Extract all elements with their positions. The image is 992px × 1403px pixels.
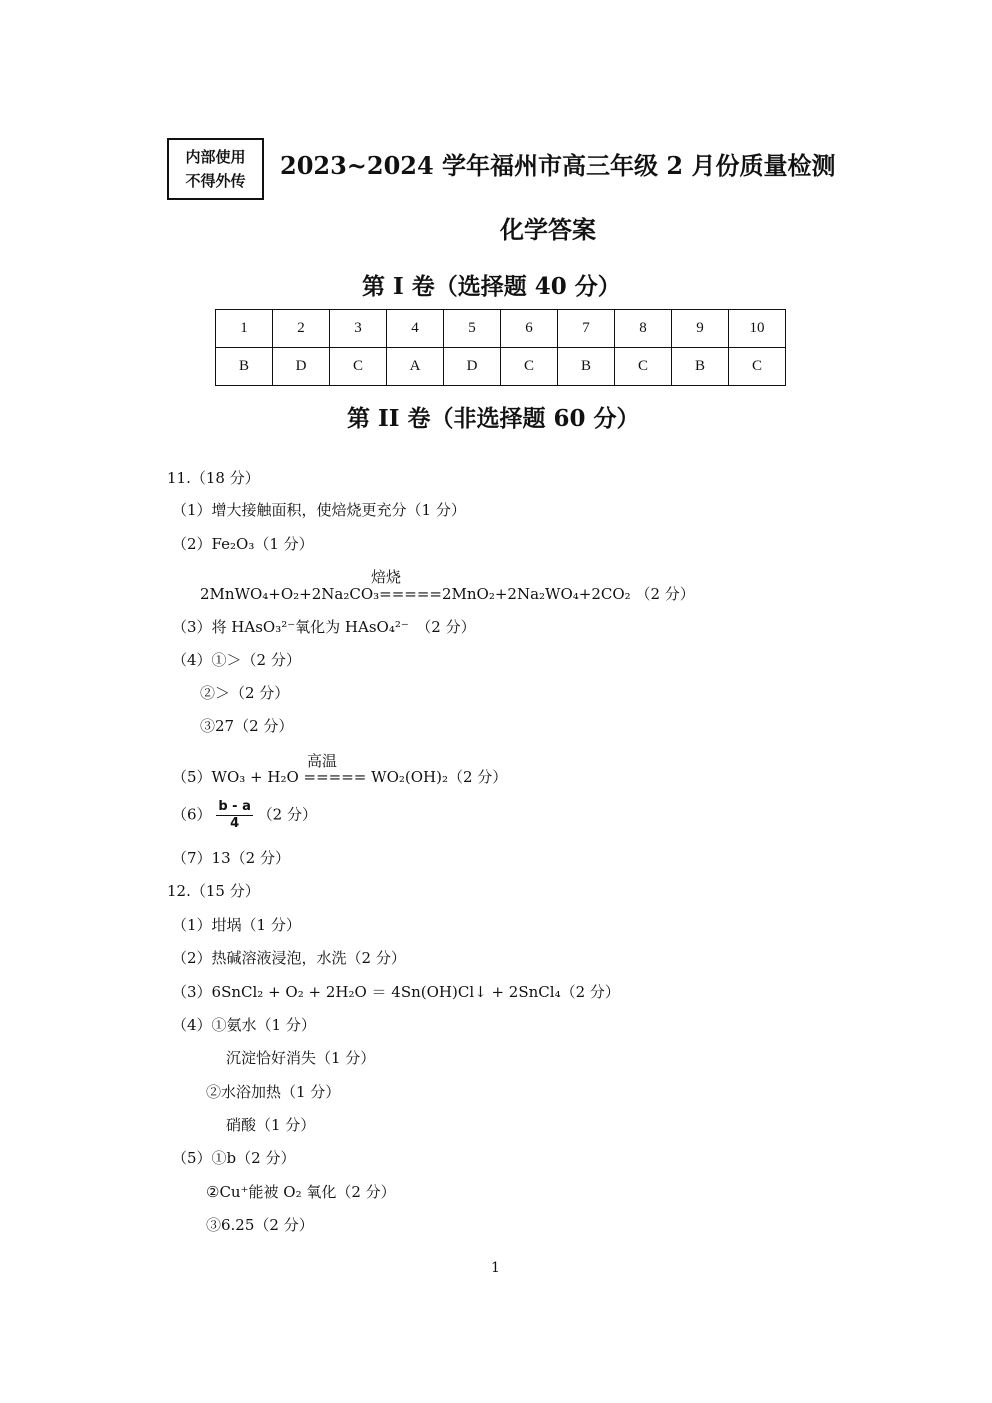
q11-answer-3: （3）将 HAsO₃²⁻氧化为 HAsO₄²⁻ （2 分） xyxy=(172,618,476,636)
answer-cell: C xyxy=(729,348,786,386)
question-number: 9 xyxy=(672,310,729,348)
q11-answer-4-2: ②＞（2 分） xyxy=(200,684,290,702)
q11-heading: 11.（18 分） xyxy=(167,469,260,487)
q12-answer-3: （3）6SnCl₂ + O₂ + 2H₂O ＝ 4Sn(OH)Cl↓ + 2SnCl₄（2 分） xyxy=(172,983,620,1001)
answer-cell: D xyxy=(444,348,501,386)
question-number: 3 xyxy=(330,310,387,348)
q11-answer-6 xyxy=(172,800,317,831)
internal-use-stamp xyxy=(167,138,264,200)
answer-cell: B xyxy=(672,348,729,386)
answer-table xyxy=(215,309,786,386)
answer-cell: B xyxy=(558,348,615,386)
q11-answer-7: （7）13（2 分） xyxy=(172,849,290,867)
answer-table-number-row xyxy=(216,310,786,348)
answer-cell: C xyxy=(501,348,558,386)
q11-equation-1: 2MnWO₄+O₂+2Na₂CO₃=====2MnO₂+2Na₂WO₄+2CO₂ （2 分） xyxy=(200,585,695,603)
answer-cell: A xyxy=(387,348,444,386)
question-number: 1 xyxy=(216,310,273,348)
question-number: 6 xyxy=(501,310,558,348)
answer-cell: B xyxy=(216,348,273,386)
q11-answer-6-prefix: （6） xyxy=(172,805,212,824)
answer-cell: D xyxy=(273,348,330,386)
q11-answer-4-1: （4）①＞（2 分） xyxy=(172,651,301,669)
page-subtitle: 化学答案 xyxy=(500,216,596,244)
q12-answer-4-1: （4）①氨水（1 分） xyxy=(172,1016,316,1034)
answer-table-answer-row xyxy=(216,348,786,386)
question-number: 10 xyxy=(729,310,786,348)
stamp-line-1: 内部使用 xyxy=(185,148,246,166)
section-2-heading: 第 II 卷（非选择题 60 分） xyxy=(347,405,640,432)
q11-reaction-condition-roasting: 焙烧 xyxy=(370,568,401,586)
answer-cell: C xyxy=(330,348,387,386)
q12-answer-2: （2）热碱溶液浸泡，水洗（2 分） xyxy=(172,949,406,967)
page-title: 2023~2024 学年福州市高三年级 2 月份质量检测 xyxy=(280,151,836,180)
q11-answer-4-3: ③27（2 分） xyxy=(200,717,294,735)
q12-answer-5-3: ③6.25（2 分） xyxy=(206,1216,314,1234)
question-number: 5 xyxy=(444,310,501,348)
q12-answer-1: （1）坩埚（1 分） xyxy=(172,916,301,934)
q12-answer-4-1b: 沉淀恰好消失（1 分） xyxy=(226,1049,376,1067)
answer-cell: C xyxy=(615,348,672,386)
section-1-heading: 第 I 卷（选择题 40 分） xyxy=(362,273,621,300)
question-number: 8 xyxy=(615,310,672,348)
fraction-numerator: b - a xyxy=(218,799,251,814)
q11-reaction-condition-high-temp: 高温 xyxy=(306,752,337,770)
q11-answer-6-score: （2 分） xyxy=(257,805,317,824)
fraction xyxy=(216,800,253,831)
q12-answer-4-2b: 硝酸（1 分） xyxy=(226,1116,316,1134)
q11-answer-5: （5）WO₃ + H₂O ===== WO₂(OH)₂（2 分） xyxy=(172,768,508,786)
q12-answer-4-2: ②水浴加热（1 分） xyxy=(206,1083,341,1101)
q11-answer-2: （2）Fe₂O₃（1 分） xyxy=(172,535,314,553)
question-number: 2 xyxy=(273,310,330,348)
fraction-denominator: 4 xyxy=(230,816,240,831)
q12-answer-5-1: （5）①b（2 分） xyxy=(172,1149,296,1167)
q12-heading: 12.（15 分） xyxy=(167,882,260,900)
page-number: 1 xyxy=(491,1260,500,1276)
stamp-line-2: 不得外传 xyxy=(185,172,246,190)
question-number: 7 xyxy=(558,310,615,348)
question-number: 4 xyxy=(387,310,444,348)
q12-answer-5-2: ②Cu⁺能被 O₂ 氧化（2 分） xyxy=(206,1183,396,1201)
q11-answer-1: （1）增大接触面积，使焙烧更充分（1 分） xyxy=(172,501,466,519)
